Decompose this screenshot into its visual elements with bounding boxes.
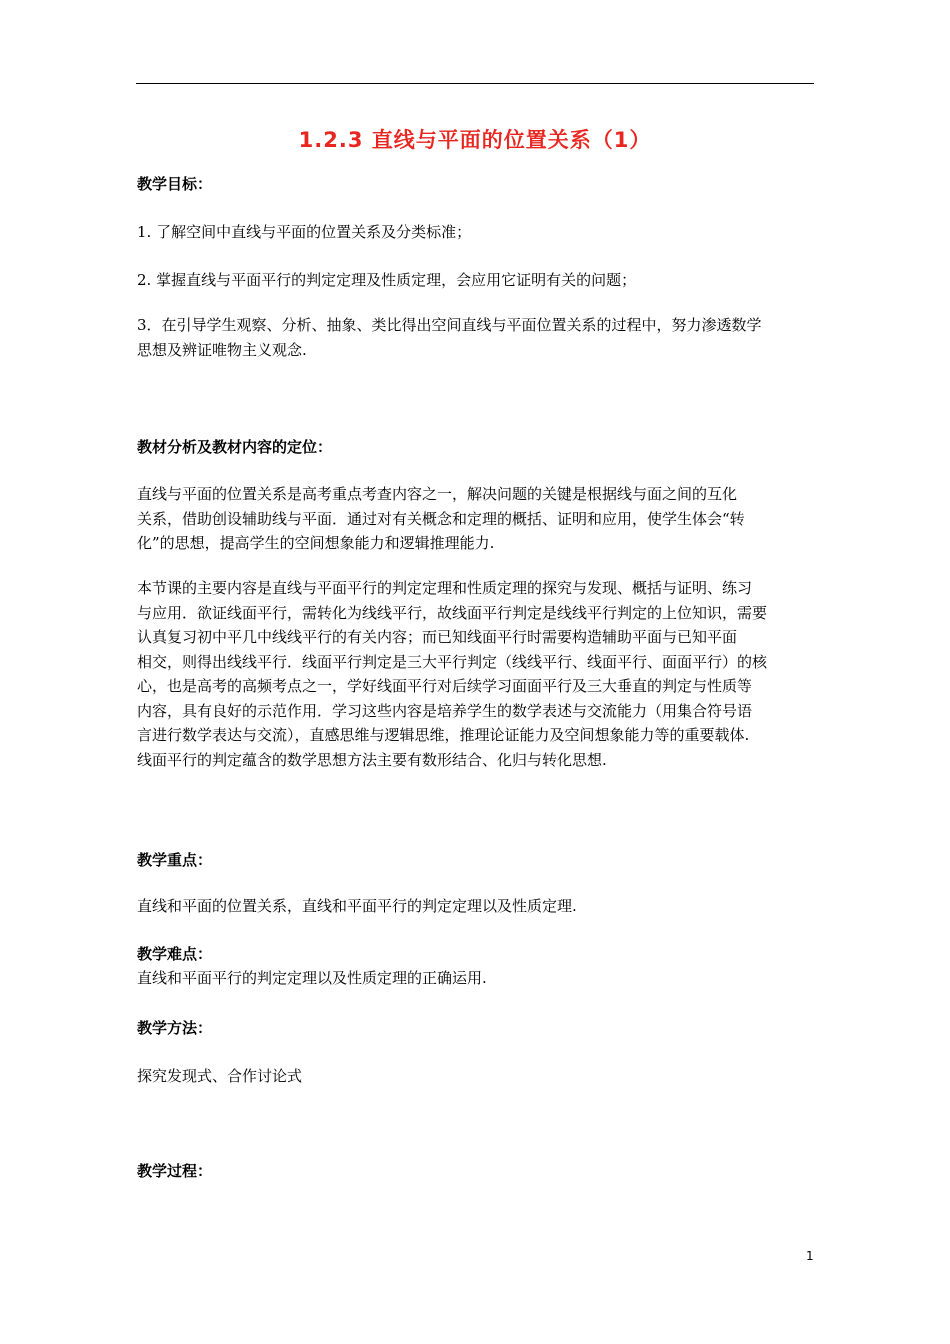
paragraph-line: 与应用．欲证线面平行，需转化为线线平行，故线面平行判定是线线平行判定的上位知识，需要 <box>137 603 768 622</box>
page-number: 1 <box>806 1249 814 1263</box>
paragraph-line: 言进行数学表达与交流），直感思维与逻辑思维，推理论证能力及空间想象能力等的重要载体. <box>137 726 750 744</box>
methods-heading: 教学方法： <box>137 1019 213 1037</box>
paragraph-line: 认真复习初中平几中线线平行的有关内容；而已知线面平行时需要构造辅助平面与已知平面 <box>137 628 738 646</box>
difficulties-heading: 教学难点： <box>137 945 213 963</box>
objective-item-3 <box>137 313 815 362</box>
analysis-paragraph-2 <box>137 576 815 772</box>
objectives-heading: 教学目标： <box>137 175 213 193</box>
process-heading: 教学过程： <box>137 1162 213 1180</box>
paragraph-line: 直线与平面的位置关系是高考重点考查内容之一，解决问题的关键是根据线与面之间的互化 <box>137 485 738 503</box>
analysis-heading: 教材分析及教材内容的定位： <box>137 438 333 456</box>
document-title: 1.2.3 直线与平面的位置关系（1） <box>298 128 652 152</box>
objective-item-3-line: 思想及辨证唯物主义观念. <box>137 340 307 359</box>
paragraph-line: 内容，具有良好的示范作用．学习这些内容是培养学生的数学表述与交流能力（用集合符号语 <box>137 701 753 720</box>
objective-item-1: 1. 了解空间中直线与平面的位置关系及分类标准； <box>137 223 472 241</box>
paragraph-line: 相交，则得出线线平行．线面平行判定是三大平行判定（线线平行、线面平行、面面平行）的核 <box>137 652 768 671</box>
difficulties-text: 直线和平面平行的判定定理以及性质定理的正确运用. <box>137 969 487 987</box>
paragraph-line: 线面平行的判定蕴含的数学思想方法主要有数形结合、化归与转化思想. <box>137 750 607 769</box>
analysis-paragraph-1 <box>137 482 815 556</box>
objective-item-3-line: 3．在引导学生观察、分析、抽象、类比得出空间直线与平面位置关系的过程中，努力渗透数学 <box>137 316 762 334</box>
paragraph-line: 化”的思想，提高学生的空间想象能力和逻辑推理能力. <box>137 534 495 552</box>
paragraph-line: 本节课的主要内容是直线与平面平行的判定定理和性质定理的探究与发现、概括与证明、练习 <box>137 579 753 597</box>
methods-text: 探究发现式、合作讨论式 <box>137 1067 303 1085</box>
key-points-text: 直线和平面的位置关系，直线和平面平行的判定定理以及性质定理. <box>137 897 577 915</box>
objective-item-2: 2. 掌握直线与平面平行的判定定理及性质定理，会应用它证明有关的问题； <box>137 271 637 289</box>
header-rule <box>136 83 814 84</box>
paragraph-line: 心，也是高考的高频考点之一，学好线面平行对后续学习面面平行及三大垂直的判定与性质等 <box>137 677 753 695</box>
key-points-heading: 教学重点： <box>137 851 213 869</box>
paragraph-line: 关系，借助创设辅助线与平面．通过对有关概念和定理的概括、证明和应用，使学生体会“转 <box>137 509 745 528</box>
